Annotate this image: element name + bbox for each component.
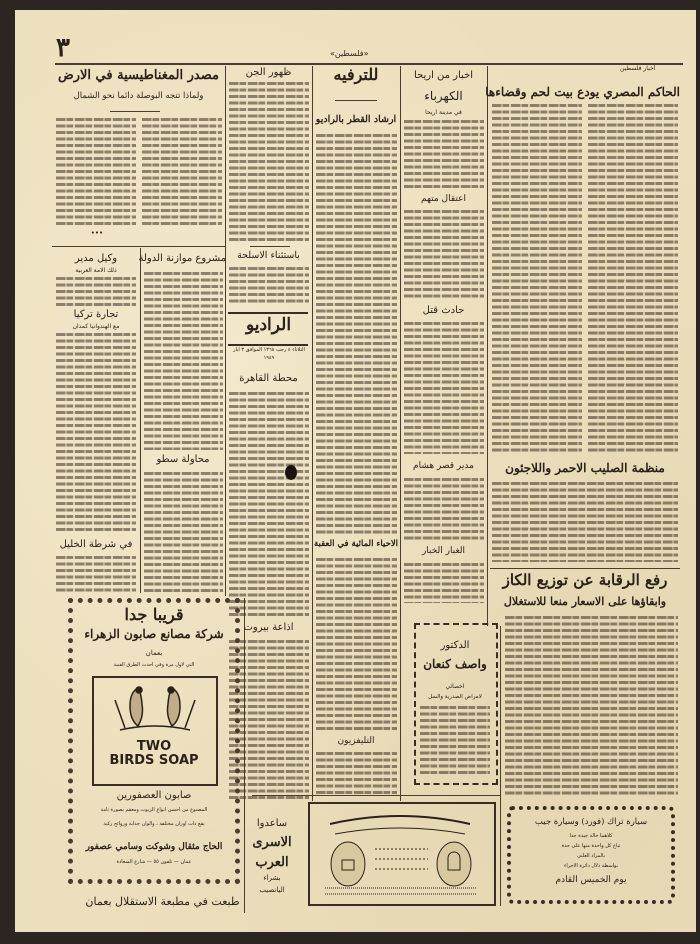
article-body-text xyxy=(56,118,136,226)
separator-dots: ••• xyxy=(90,229,104,237)
headline: تجارة تركيا xyxy=(73,309,119,320)
divider xyxy=(110,111,160,112)
article-body-text xyxy=(56,556,136,592)
headline-sub: وابقاؤها على الاسعار منعا للاستغلال xyxy=(503,595,667,608)
article-body-text xyxy=(144,472,223,592)
headline: التليفزيون xyxy=(337,736,375,746)
section-heading: للترفيه xyxy=(333,65,379,84)
article-body-text xyxy=(404,210,484,300)
station-heading: اذاعة بيروت xyxy=(243,622,294,633)
soap-brand: TWO BIRDS SOAP xyxy=(109,739,199,768)
article-body-text xyxy=(404,322,484,454)
article-body-text xyxy=(144,272,223,450)
headline: مصدر المغناطيسية في الارض xyxy=(58,68,219,83)
soap-ad-tagline: التي لاول مرة وفي احدث الطرق الفنية xyxy=(113,662,195,668)
headline: منظمة الصليب الاحمر واللاجئون xyxy=(505,461,665,475)
prisoners-ad-line: اليانصيب xyxy=(259,886,285,894)
column-divider xyxy=(312,66,313,801)
headline: مدير قصر هشام xyxy=(413,461,474,471)
article-body-text xyxy=(316,134,397,536)
headline: اخبار من اريحا xyxy=(413,70,474,81)
article-body-text xyxy=(492,482,678,562)
headline-sub: ولماذا تتجه البوصلة دائما نحو الشمال xyxy=(73,91,204,101)
ad-body-text xyxy=(420,706,490,774)
doctor-specialty: لامراض الصدرية والسل xyxy=(428,694,482,700)
prisoners-ad-line: العرب xyxy=(255,855,289,870)
section-heading: الراديو xyxy=(245,315,292,335)
article-body-text xyxy=(142,118,222,226)
headline-sub: ذلك الامة العربية xyxy=(75,267,117,274)
column-divider xyxy=(400,66,401,801)
auction-ad-title: سيارة تراك (فورد) وسيارة جيب xyxy=(534,817,648,827)
headline: وكيل مدير xyxy=(74,253,118,264)
article-body-text xyxy=(229,267,309,303)
doctor-name: واصف كنعان xyxy=(423,657,487,671)
auction-ad-line: كلاهما حالة جيدة جدا xyxy=(569,833,613,839)
headline-sub: الكهرباء xyxy=(424,89,463,103)
soap-ad-city: بعمان xyxy=(145,649,163,657)
article-body-text xyxy=(316,558,397,730)
article-body-text xyxy=(56,333,136,533)
imprint: طبعت في مطبعة الاستقلال بعمان xyxy=(85,895,240,908)
article-body-text xyxy=(404,478,484,540)
divider xyxy=(335,100,377,101)
soap-ad-desc: يقع ذات اوزان مختلفة ، والوان جذابة وروائح زكية xyxy=(103,821,205,827)
auction-ad-line: بواسطة دلال دائرة الاجراء xyxy=(563,863,619,869)
doctor-role: اخصائي xyxy=(445,683,465,690)
headline-sub: مع الهندوانيا كمدان xyxy=(72,323,120,330)
article-body-text xyxy=(56,277,136,307)
headline: ارشاد القطر بالراديو xyxy=(315,114,397,125)
divider xyxy=(490,568,680,569)
article-body-text xyxy=(492,104,582,454)
headline: في شرطة الخليل xyxy=(59,539,133,550)
headline: مشروع موازنة الدولة xyxy=(138,253,226,264)
article-body-text xyxy=(404,120,484,190)
article-body-text xyxy=(588,104,678,454)
divider xyxy=(250,246,290,247)
column-divider xyxy=(487,66,488,626)
soap-ad-contact: عمان — تلفون ٥٥ — شارع السعادة xyxy=(116,859,192,865)
headline: محاولة سطو xyxy=(156,454,210,465)
headline: رفع الرقابة عن توزيع الكاز xyxy=(502,571,668,589)
column-divider xyxy=(140,248,141,593)
ink-blot xyxy=(285,465,297,480)
soap-ad-company: شركة مصانع صابون الزهراء xyxy=(84,627,224,641)
program-schedule-text xyxy=(229,640,309,800)
headline: حادث قتل xyxy=(422,305,465,316)
headline: الغبار الخبار xyxy=(421,546,466,556)
soap-brand-arabic: صابون العصفورين xyxy=(116,790,192,801)
soap-ad-soon: قريبا جدا xyxy=(124,605,184,624)
headline: الحاكم المصري يودع بيت لحم وقضاءها xyxy=(485,85,680,99)
dateline: في مدينة اريحا xyxy=(425,109,462,116)
headline: ظهور الجن xyxy=(245,67,292,78)
prisoners-ad-line: ساعدوا xyxy=(256,818,288,829)
divider xyxy=(52,246,225,247)
column-divider xyxy=(500,626,501,906)
headline: اعتقال متهم xyxy=(421,194,466,204)
prisoners-ad-line: الاسرى xyxy=(252,835,292,850)
program-schedule-text xyxy=(229,392,309,617)
two-birds-icon xyxy=(110,680,200,740)
headline: الاحياء المائية في العقبة xyxy=(313,539,399,549)
doctor-title: الدكتور xyxy=(440,640,470,651)
section-label: أخبار فلسطين xyxy=(620,65,656,72)
page-number: ٣ xyxy=(56,33,70,63)
prisoners-ad-line: بشراء xyxy=(263,874,281,882)
auction-ad-line: بالمزاد العلني xyxy=(577,853,605,859)
soap-ad-desc: المصنوع من احسن انواع الزيوت ومعقم بصورة تامة xyxy=(100,807,208,813)
headline: باستثناء الاسلحة xyxy=(237,250,300,261)
paper-name: «فلسطين» xyxy=(330,49,369,58)
station-heading: محطة القاهرة xyxy=(239,373,298,384)
article-body-text xyxy=(316,752,397,797)
soap-ad-owners: الحاج مثقال وشوكت وسامي عصفور xyxy=(85,842,223,852)
divider xyxy=(252,795,500,796)
article-body-text xyxy=(229,82,309,242)
article-body-text xyxy=(404,563,484,603)
lottery-ticket-illustration xyxy=(310,804,492,902)
auction-ad-line: تباع كل واحدة منها على حدة xyxy=(561,843,621,849)
article-body-text xyxy=(505,616,678,796)
auction-ad-day: يوم الخميس القادم xyxy=(555,875,627,885)
radio-date: الثلاثاء ٤ رجب ١٣٦٨ الموافق ٣ ايار ١٩٤٩ xyxy=(233,347,305,361)
